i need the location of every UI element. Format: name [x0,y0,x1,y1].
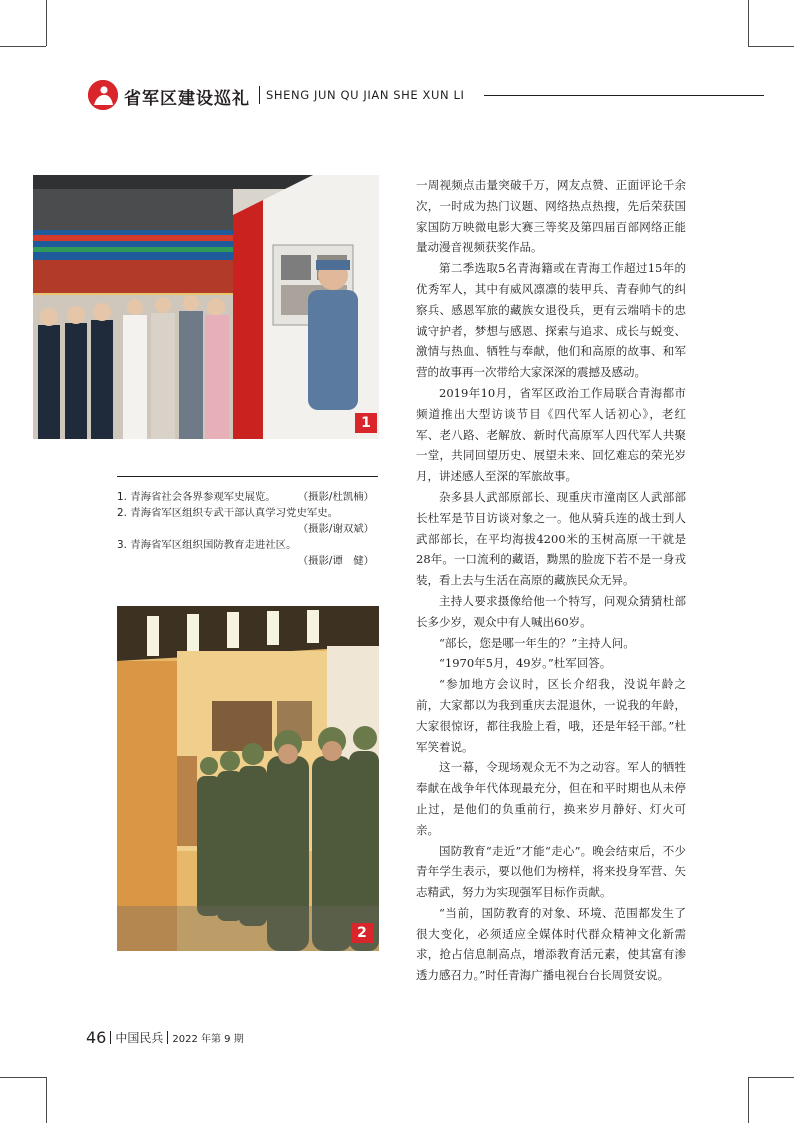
section-header [88,78,764,114]
crop-mark [748,0,749,46]
header-rule [484,95,764,96]
page-footer [86,1027,244,1047]
caption-divider [117,476,378,477]
page-number: 46 [86,1028,107,1047]
article-paragraph: 主持人要求摄像给他一个特写，问观众猜猜杜部长多少岁，观众中有人喊出60岁。 [416,593,686,629]
article-paragraph: “1970年5月，49岁。”杜军回答。 [439,656,612,671]
section-logo-icon [88,80,118,110]
crop-mark [0,46,46,47]
article-paragraph: “部长，您是哪一年生的？”主持人问。 [439,635,635,650]
caption-credit: （摄影/谭 健） [297,555,374,567]
article-paragraph: 杂多县人武部原部长、现重庆市潼南区人武部部长杜军是节目访谈对象之一。他从骑兵连的战士到人武部部长，在平均海拔4200米的玉树高原一干就是28年。一口流利的藏语，黝黑的脸庞下若不是一身戎装，看上去与生活在高原的藏族民众无异。 [416,489,686,588]
magazine-name: 中国民兵 [115,1031,164,1045]
crop-mark [748,46,794,47]
issue-label: 2022 年第 9 期 [172,1034,244,1045]
photo-exhibition-visit [33,175,379,439]
photo-number-badge: 1 [355,413,377,433]
section-title: 省军区建设巡礼 [124,89,250,109]
caption-line [117,537,380,553]
caption-line [117,505,380,521]
photo-soldiers-viewing-exhibit [117,606,379,951]
article-paragraph: “当前，国防教育的对象、环境、范围都发生了很大变化，必须适应全媒体时代群众精神文化新需求，抢占信息制高点，增添教育活元素，使其富有渗透力感召力。”时任青海广播电视台台长周贤安说。 [416,905,686,983]
caption-line [117,553,380,569]
header-divider [259,86,260,104]
photo-number-badge: 2 [351,923,373,943]
footer-divider [110,1031,111,1044]
caption-line [117,521,380,537]
crop-mark [748,1077,794,1078]
caption-text: 3. 青海省军区组织国防教育走进社区。 [117,539,297,551]
caption-line [117,489,380,505]
article-body [416,175,686,986]
article-paragraph: 这一幕，令现场观众无不为之动容。军人的牺牲奉献在战争年代体现最充分，但在和平时期也从未停止过，是他们的负重前行，换来岁月静好、灯火可亲。 [416,760,686,837]
article-paragraph: 第二季选取5名青海籍或在青海工作超过15年的优秀军人，其中有威风凛凛的装甲兵、青春帅气的纠察兵、感恩军旅的藏族女退役兵，更有云端哨卡的忠诚守护者，梦想与感恩、探索与追求、成长与蜕变、激情与热血、牺牲与奉献，他们和高原的故事、和军营的故事再一次带给大家深深的震撼及感动。 [416,261,686,380]
caption-credit: （摄影/谢双斌） [297,523,374,535]
footer-divider [167,1031,168,1044]
article-paragraph: “参加地方会议时，区长介绍我，没说年龄之前，大家都以为我到重庆去混退休，一说我的年龄，大家很惊讶，都往我脸上看，哦，还是年轻干部。”杜军笑着说。 [416,677,686,754]
caption-text: 1. 青海省社会各界参观军史展览。 [117,491,276,503]
article-paragraph: 一周视频点击量突破千万，网友点赞、正面评论千余次，一时成为热门议题、网络热点热搜，先后荣获国家国防万映微电影大赛三等奖及第四届百部网络正能量动漫音视频获奖作品。 [416,178,686,255]
section-pinyin: SHENG JUN QU JIAN SHE XUN LI [266,88,465,102]
crop-mark [748,1077,749,1123]
caption-text: 2. 青海省军区组织专武干部认真学习党史军史。 [117,507,339,519]
crop-mark [0,1077,46,1078]
caption-credit: （摄影/杜凯楠） [297,491,374,503]
article-paragraph: 2019年10月，省军区政治工作局联合青海都市频道推出大型访谈节目《四代军人话初心》，老红军、老八路、老解放、新时代高原军人四代军人共聚一堂，共同回望历史、展望未来、回忆难忘的荣光岁月，讲述感人至深的军旅故事。 [416,385,686,484]
crop-mark [46,1077,47,1123]
crop-mark [46,0,47,46]
photo-captions [117,489,380,569]
article-paragraph: 国防教育“走近”才能“走心”。晚会结束后，不少青年学生表示，要以他们为榜样，将来投身军营、矢志精武，努力为实现强军目标作贡献。 [416,843,686,900]
